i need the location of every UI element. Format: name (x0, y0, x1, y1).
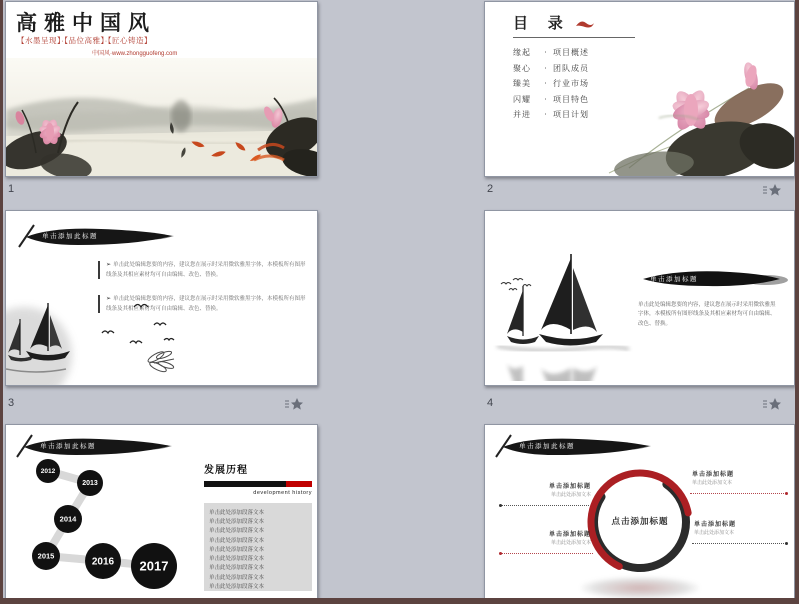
boat-small (507, 286, 539, 344)
toc-item[interactable]: 闪耀 · 项目特色 (513, 94, 589, 104)
lotus-illustration (599, 48, 794, 176)
year-label: 2015 (37, 551, 55, 561)
arrow-bullet-icon: ➢ (106, 296, 112, 302)
timeline-graphic[interactable] (18, 453, 208, 599)
year-label: 2012 (40, 468, 56, 475)
leader-line (692, 543, 786, 544)
text-block[interactable] (98, 261, 310, 279)
placeholder-line: 单击此处添加段落文本 (209, 574, 265, 581)
slide-thumbnail-3[interactable] (5, 210, 318, 386)
transition-star-icon[interactable] (762, 183, 782, 197)
water-reflection (507, 364, 597, 381)
slide-thumbnail-1[interactable] (5, 1, 318, 177)
ink-blob-title-banner (638, 266, 788, 292)
leader-line (690, 493, 786, 494)
brush-title-banner (493, 433, 653, 459)
transition-star-icon[interactable] (762, 397, 782, 411)
ink-landscape-illustration (6, 58, 318, 176)
placeholder-line: 单击此处添加段落文本 (209, 537, 265, 544)
slide4-title: 单击添加标题 (650, 276, 698, 283)
toc-item[interactable]: 并进 · 项目计划 (513, 110, 589, 120)
brush-title-banner (16, 223, 176, 249)
paragraph-text: 单击此处编辑您要的内容，建议您在展示时采用微软雅黑字体，本模板所有图形线条及其相应素材均可自由编辑、改色、替换。 (106, 296, 306, 312)
leader-line (501, 553, 593, 554)
slide6-title: 单击添加此标题 (519, 443, 575, 450)
placeholder-line: 单击此处添加段落文本 (209, 556, 265, 563)
placeholder-line: 单击此处添加段落文本 (209, 546, 265, 553)
leader-line (501, 505, 589, 506)
toc-item[interactable]: 缘起 · 项目概述 (513, 48, 589, 57)
window-frame-left (0, 0, 3, 604)
ring-center-label: 点击添加标题 (611, 516, 669, 526)
year-label: 2016 (91, 556, 115, 568)
arrow-bullet-icon: ➢ (106, 262, 112, 268)
brush-ring-diagram[interactable] (581, 463, 699, 581)
year-label: 2014 (59, 514, 77, 524)
slide-number-3: 3 (8, 397, 15, 409)
cover-website: 中国风·www.zhongguofeng.com (92, 51, 178, 57)
development-history-subtitle: development history (253, 490, 312, 496)
slide-number-4: 4 (487, 397, 494, 409)
slide5-title: 单击添加此标题 (40, 443, 96, 450)
window-frame-right (795, 0, 799, 604)
slide-number-1: 1 (8, 183, 15, 195)
placeholder-line: 单击此处添加段落文本 (209, 528, 265, 535)
slide-thumbnail-6[interactable] (484, 424, 795, 600)
toc-item[interactable]: 臻美 · 行业市场 (513, 79, 589, 89)
large-sailboat-illustration (493, 246, 633, 381)
slide-number-2: 2 (487, 183, 494, 195)
placeholder-line: 单击此处添加段落文本 (209, 565, 265, 572)
slide3-title: 单击添加此标题 (42, 233, 98, 240)
slide-thumbnail-2[interactable] (484, 1, 795, 177)
dragonfly (147, 350, 175, 374)
boat-main (539, 254, 603, 346)
cover-subtitle: 【水墨呈现】·【品位高雅】·【匠心铸造】 (17, 36, 152, 45)
year-label: 2017 (139, 558, 169, 574)
accent-bar (204, 481, 312, 487)
placeholder-line: 单击此处添加段落文本 (209, 519, 265, 526)
toc-item[interactable]: 聚心 · 团队成员 (513, 63, 589, 73)
slide-thumbnail-4[interactable] (484, 210, 795, 386)
callout-right-bottom[interactable]: 单击添加标题 单击此处添加文本 (694, 522, 737, 536)
placeholder-line: 单击此处添加段落文本 (209, 583, 265, 590)
flying-birds (102, 305, 174, 344)
toc-title: 目 录 (513, 16, 571, 32)
paragraph-text: 单击此处编辑您要的内容，建议您在展示时采用微软雅黑字体，本模板所有图形线条及其相应素材均可自由编辑、改色、替换。 (106, 262, 306, 278)
callout-left-bottom[interactable]: 单击添加标题 单击此处添加文本 (548, 532, 591, 546)
placeholder-text-box[interactable] (204, 503, 312, 591)
callout-left-top[interactable]: 单击添加标题 单击此处添加文本 (548, 484, 591, 498)
sailboat-birds-illustration (6, 285, 221, 385)
flying-birds (501, 279, 531, 291)
slide4-body-text[interactable]: 单击此处编辑您要的内容，建议您在展示时采用微软雅黑字体，本模板所有图形线条及其相应素材均可自由编辑、改色、替换。 (638, 302, 776, 327)
slide-thumbnail-5[interactable] (5, 424, 318, 600)
transition-star-icon[interactable] (284, 397, 304, 411)
callout-right-top[interactable]: 单击添加标题 单击此处添加文本 (692, 472, 735, 486)
toc-divider (513, 37, 635, 38)
placeholder-line: 单击此处添加段落文本 (209, 510, 265, 516)
development-history-title: 发展历程 (204, 465, 248, 476)
cover-title: 高雅中国风 (16, 12, 156, 35)
ring-reflection (581, 577, 699, 599)
year-label: 2013 (82, 480, 98, 487)
red-swirl-icon (575, 18, 595, 30)
window-frame-bottom (0, 598, 799, 604)
